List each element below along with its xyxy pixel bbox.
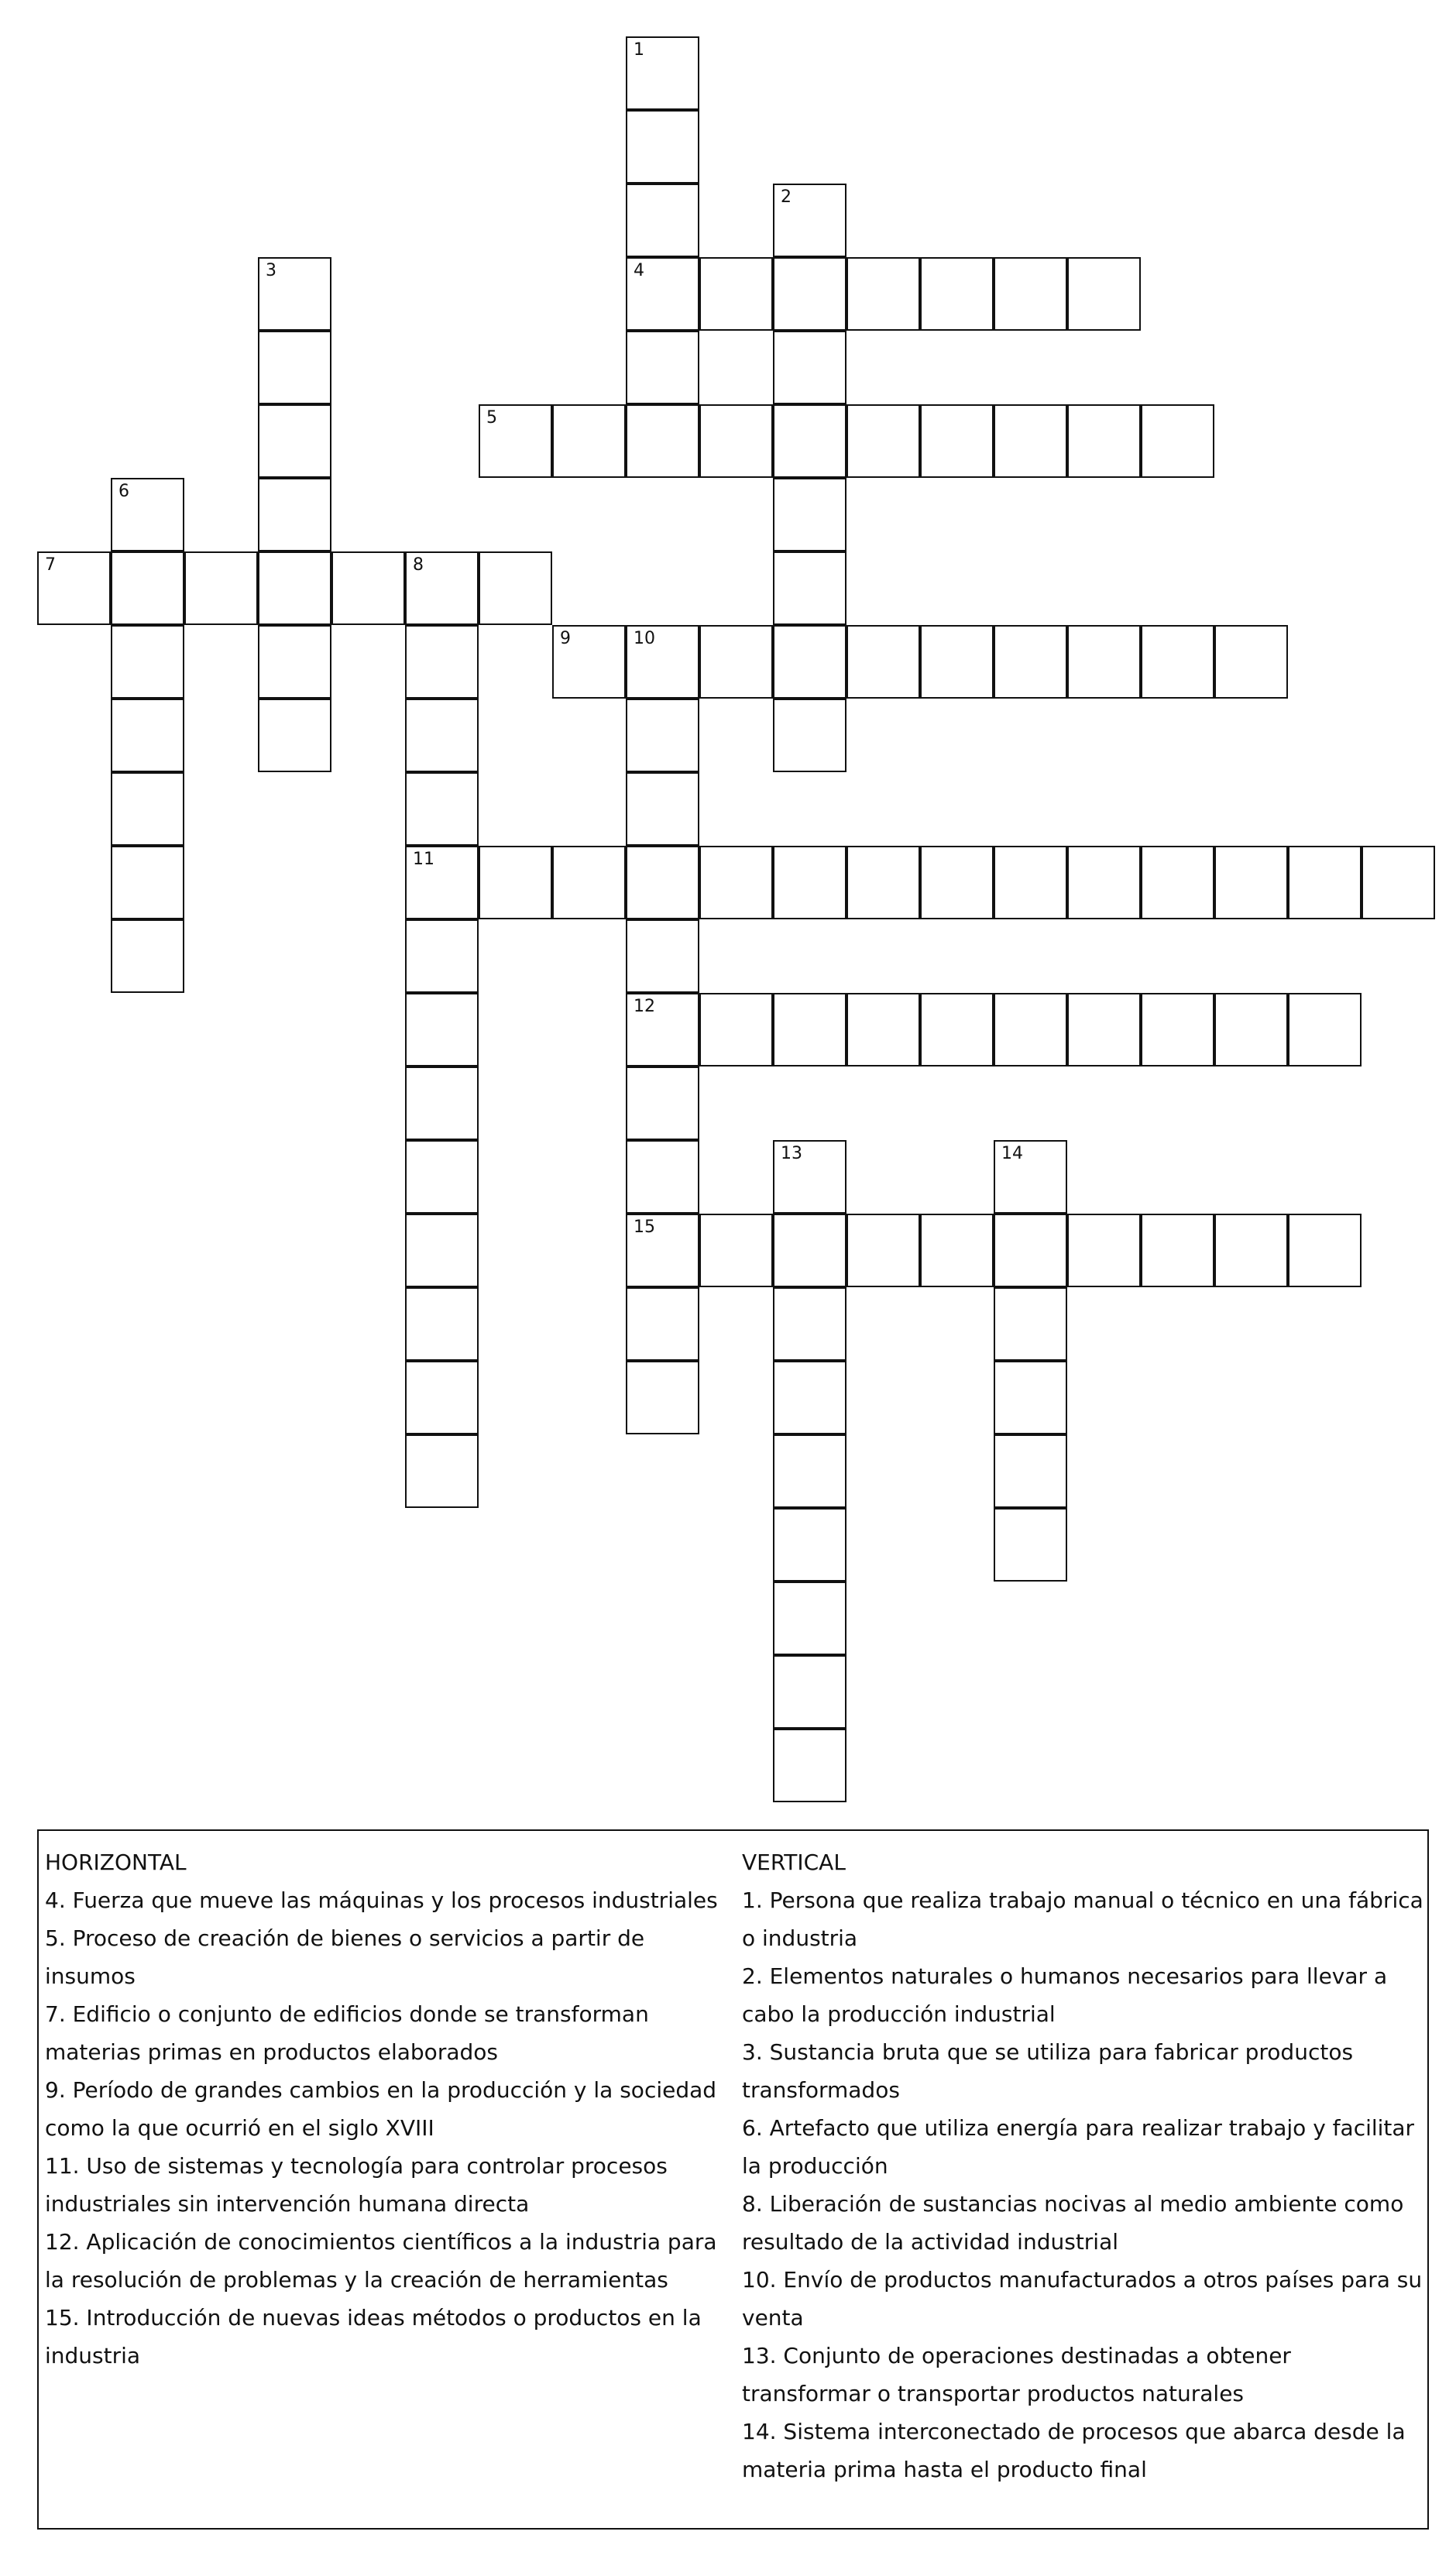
- crossword-cell[interactable]: [37, 551, 111, 625]
- crossword-cell[interactable]: [626, 404, 699, 478]
- crossword-cell[interactable]: [626, 36, 699, 110]
- crossword-cell[interactable]: [920, 625, 994, 699]
- crossword-cell[interactable]: [1288, 1214, 1362, 1287]
- crossword-cell[interactable]: [994, 1214, 1067, 1287]
- crossword-cell[interactable]: [846, 993, 920, 1066]
- crossword-cell[interactable]: [405, 551, 479, 625]
- crossword-cell[interactable]: [626, 625, 699, 699]
- clues-panel: [37, 1829, 1429, 2530]
- crossword-cell[interactable]: [699, 846, 773, 919]
- crossword-cell[interactable]: [1362, 846, 1435, 919]
- crossword-cell[interactable]: [1141, 1214, 1214, 1287]
- crossword-cell[interactable]: [405, 919, 479, 993]
- crossword-cell[interactable]: [405, 1066, 479, 1140]
- crossword-cell[interactable]: [1067, 1214, 1141, 1287]
- crossword-cell[interactable]: [994, 1287, 1067, 1361]
- crossword-cell[interactable]: [258, 478, 331, 551]
- crossword-cell[interactable]: [258, 551, 331, 625]
- crossword-cell[interactable]: [846, 1214, 920, 1287]
- crossword-cell[interactable]: [1067, 625, 1141, 699]
- crossword-cell[interactable]: [111, 625, 184, 699]
- crossword-cell[interactable]: [994, 1361, 1067, 1434]
- crossword-cell[interactable]: [1141, 993, 1214, 1066]
- crossword-cell[interactable]: [773, 1508, 846, 1582]
- crossword-cell[interactable]: [773, 551, 846, 625]
- crossword-cell[interactable]: [626, 184, 699, 257]
- vertical-clues-column: [742, 1843, 1423, 2488]
- crossword-cell[interactable]: [846, 846, 920, 919]
- clue-down-14: 14. Sistema interconectado de procesos que abarca desde la materia prima hasta el producto final: [742, 2419, 1406, 2482]
- crossword-cell[interactable]: [994, 846, 1067, 919]
- crossword-cell[interactable]: [699, 257, 773, 331]
- cell-number: 10: [634, 629, 655, 648]
- cell-number: 1: [634, 40, 644, 60]
- cell-number: 9: [560, 629, 571, 648]
- crossword-cell[interactable]: [920, 1214, 994, 1287]
- cell-number: 6: [118, 482, 129, 501]
- crossword-cell[interactable]: [111, 551, 184, 625]
- crossword-cell[interactable]: [773, 331, 846, 404]
- crossword-cell[interactable]: [626, 1287, 699, 1361]
- crossword-cell[interactable]: [1067, 846, 1141, 919]
- horizontal-clues-column: [45, 1843, 738, 2375]
- clue-across-9: 9. Período de grandes cambios en la producción y la sociedad como la que ocurrió en el siglo XVIII: [45, 2077, 717, 2141]
- crossword-cell[interactable]: [626, 993, 699, 1066]
- crossword-cell[interactable]: [773, 1434, 846, 1508]
- crossword-cell[interactable]: [111, 699, 184, 772]
- crossword-cell[interactable]: [1214, 846, 1288, 919]
- crossword-cell[interactable]: [773, 1214, 846, 1287]
- horizontal-clues-title: HORIZONTAL: [45, 1850, 187, 1875]
- crossword-cell[interactable]: [405, 772, 479, 846]
- crossword-cell[interactable]: [773, 625, 846, 699]
- crossword-cell[interactable]: [626, 1140, 699, 1214]
- crossword-cell[interactable]: [405, 1361, 479, 1434]
- clue-across-11: 11. Uso de sistemas y tecnología para controlar procesos industriales sin intervención humana directa: [45, 2153, 668, 2217]
- crossword-cell[interactable]: [626, 772, 699, 846]
- crossword-cell[interactable]: [994, 625, 1067, 699]
- cell-number: 3: [266, 261, 276, 280]
- crossword-cell[interactable]: [846, 257, 920, 331]
- cell-number: 13: [781, 1144, 802, 1163]
- crossword-cell[interactable]: [773, 1361, 846, 1434]
- crossword-cell[interactable]: [111, 919, 184, 993]
- crossword-cell[interactable]: [626, 110, 699, 184]
- crossword-cell[interactable]: [1141, 404, 1214, 478]
- crossword-cell[interactable]: [405, 1140, 479, 1214]
- crossword-cell[interactable]: [626, 1214, 699, 1287]
- crossword-cell[interactable]: [1288, 993, 1362, 1066]
- crossword-cell[interactable]: [405, 1214, 479, 1287]
- crossword-cell[interactable]: [552, 625, 626, 699]
- crossword-cell[interactable]: [626, 257, 699, 331]
- clue-across-5: 5. Proceso de creación de bienes o servicios a partir de insumos: [45, 1925, 645, 1989]
- crossword-cell[interactable]: [994, 1434, 1067, 1508]
- crossword-cell[interactable]: [1067, 404, 1141, 478]
- crossword-cell[interactable]: [773, 1655, 846, 1729]
- crossword-cell[interactable]: [626, 331, 699, 404]
- crossword-cell[interactable]: [773, 257, 846, 331]
- crossword-cell[interactable]: [405, 625, 479, 699]
- crossword-cell[interactable]: [773, 699, 846, 772]
- clue-across-4: 4. Fuerza que mueve las máquinas y los procesos industriales: [45, 1887, 718, 1913]
- crossword-cell[interactable]: [699, 625, 773, 699]
- crossword-cell[interactable]: [479, 846, 552, 919]
- crossword-cell[interactable]: [111, 846, 184, 919]
- cell-number: 14: [1001, 1144, 1023, 1163]
- crossword-cell[interactable]: [258, 699, 331, 772]
- crossword-cell[interactable]: [258, 625, 331, 699]
- crossword-cell[interactable]: [111, 772, 184, 846]
- crossword-cell[interactable]: [994, 404, 1067, 478]
- crossword-cell[interactable]: [552, 846, 626, 919]
- crossword-cell[interactable]: [405, 1287, 479, 1361]
- crossword-cell[interactable]: [699, 404, 773, 478]
- crossword-cell[interactable]: [994, 1140, 1067, 1214]
- crossword-cell[interactable]: [626, 1361, 699, 1434]
- cell-number: 12: [634, 997, 655, 1016]
- cell-number: 7: [45, 555, 56, 575]
- clue-across-12: 12. Aplicación de conocimientos científicos a la industria para la resolución de problemas y la creación de herramientas: [45, 2229, 717, 2293]
- crossword-cell[interactable]: [626, 1066, 699, 1140]
- crossword-cell[interactable]: [331, 551, 405, 625]
- clue-across-7: 7. Edificio o conjunto de edificios donde se transforman materias primas en productos elaborados: [45, 2001, 649, 2065]
- crossword-cell[interactable]: [920, 404, 994, 478]
- crossword-cell[interactable]: [773, 1140, 846, 1214]
- crossword-cell[interactable]: [258, 404, 331, 478]
- crossword-cell[interactable]: [773, 1582, 846, 1655]
- crossword-cell[interactable]: [405, 1434, 479, 1508]
- cell-number: 4: [634, 261, 644, 280]
- crossword-cell[interactable]: [1067, 993, 1141, 1066]
- crossword-cell[interactable]: [552, 404, 626, 478]
- crossword-cell[interactable]: [405, 846, 479, 919]
- crossword-cell[interactable]: [773, 404, 846, 478]
- clue-across-15: 15. Introducción de nuevas ideas métodos o productos en la industria: [45, 2305, 702, 2368]
- crossword-cell[interactable]: [846, 625, 920, 699]
- crossword-cell[interactable]: [773, 993, 846, 1066]
- crossword-cell[interactable]: [1141, 625, 1214, 699]
- crossword-cell[interactable]: [994, 257, 1067, 331]
- clue-down-8: 8. Liberación de sustancias nocivas al medio ambiente como resultado de la actividad industrial: [742, 2191, 1404, 2255]
- crossword-cell[interactable]: [773, 1729, 846, 1802]
- crossword-cell[interactable]: [773, 1287, 846, 1361]
- clue-down-6: 6. Artefacto que utiliza energía para realizar trabajo y facilitar la producción: [742, 2115, 1415, 2179]
- vertical-clues-title: VERTICAL: [742, 1850, 846, 1875]
- cell-number: 15: [634, 1218, 655, 1237]
- crossword-cell[interactable]: [920, 993, 994, 1066]
- crossword-cell[interactable]: [479, 551, 552, 625]
- crossword-cell[interactable]: [626, 919, 699, 993]
- clue-down-1: 1. Persona que realiza trabajo manual o técnico en una fábrica o industria: [742, 1887, 1423, 1951]
- crossword-cell[interactable]: [699, 993, 773, 1066]
- crossword-cell[interactable]: [258, 257, 331, 331]
- crossword-cell[interactable]: [626, 699, 699, 772]
- clue-down-10: 10. Envío de productos manufacturados a otros países para su venta: [742, 2267, 1423, 2330]
- cell-number: 2: [781, 187, 792, 207]
- cell-number: 11: [413, 850, 434, 869]
- crossword-cell[interactable]: [920, 846, 994, 919]
- crossword-cell[interactable]: [699, 1214, 773, 1287]
- crossword-cell[interactable]: [994, 1508, 1067, 1582]
- crossword-cell[interactable]: [626, 846, 699, 919]
- crossword-cell[interactable]: [111, 478, 184, 551]
- crossword-cell[interactable]: [405, 699, 479, 772]
- crossword-cell[interactable]: [1141, 846, 1214, 919]
- crossword-cell[interactable]: [920, 257, 994, 331]
- crossword-cell[interactable]: [405, 993, 479, 1066]
- crossword-cell[interactable]: [1067, 257, 1141, 331]
- crossword-cell[interactable]: [994, 993, 1067, 1066]
- crossword-cell[interactable]: [773, 846, 846, 919]
- clue-down-2: 2. Elementos naturales o humanos necesarios para llevar a cabo la producción industrial: [742, 1963, 1388, 2027]
- crossword-cell[interactable]: [479, 404, 552, 478]
- clue-down-13: 13. Conjunto de operaciones destinadas a obtener transformar o transportar productos naturales: [742, 2343, 1291, 2406]
- crossword-cell[interactable]: [773, 184, 846, 257]
- crossword-cell[interactable]: [184, 551, 258, 625]
- clue-down-3: 3. Sustancia bruta que se utiliza para fabricar productos transformados: [742, 2039, 1354, 2103]
- cell-number: 5: [486, 408, 497, 428]
- crossword-cell[interactable]: [1214, 625, 1288, 699]
- crossword-cell[interactable]: [1214, 1214, 1288, 1287]
- crossword-cell[interactable]: [1214, 993, 1288, 1066]
- cell-number: 8: [413, 555, 424, 575]
- crossword-cell[interactable]: [846, 404, 920, 478]
- crossword-cell[interactable]: [258, 331, 331, 404]
- crossword-cell[interactable]: [1288, 846, 1362, 919]
- crossword-cell[interactable]: [773, 478, 846, 551]
